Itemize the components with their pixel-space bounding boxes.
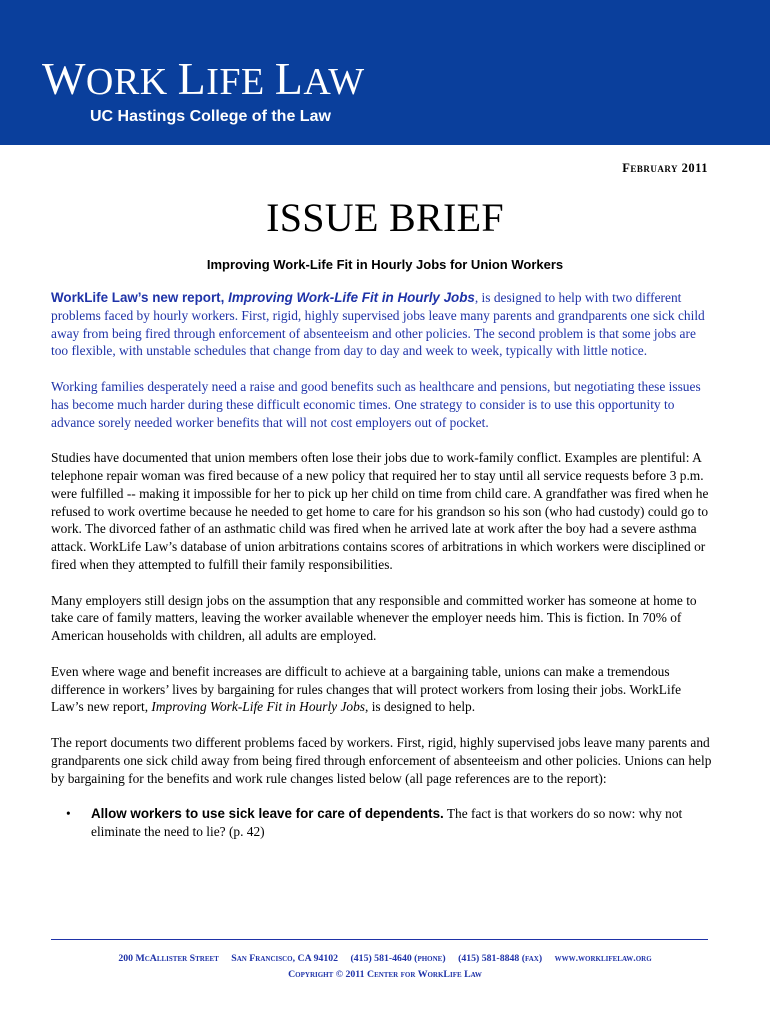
footer-city: San Francisco, CA 94102 [231, 953, 339, 964]
issue-date: February 2011 [622, 161, 708, 175]
footer-divider [51, 939, 708, 940]
intro-paragraph: WorkLife Law’s new report, Improving Work-Life Fit in Hourly Jobs, is designed to help with two different problems faced by hourly workers. First, rigid, highly supervised jobs leave many parents and grandparents one sick child away from being fired through enforcement of absenteeism and other policies. The second problem is that some jobs are too flexible, with unstable schedules that change from day to day and week to week, typically with little notice. [51, 290, 705, 359]
footer-website-link[interactable]: www.worklifelaw.org [554, 953, 652, 964]
page-title: ISSUE BRIEF [266, 195, 504, 240]
footer-contact [0, 951, 770, 967]
footer-address: 200 McAllister Street [118, 953, 219, 964]
footer-fax: (415) 581-8848 (fax) [458, 953, 543, 964]
brief-body [51, 289, 715, 841]
paragraph-2: Working families desperately need a raise and good benefits such as healthcare and pensions, but negotiating these issues has become much harder during these difficult economic times. One strategy to consider is to use this opportunity to advance sorely needed worker benefits that will not cost employers out of pocket. [51, 378, 701, 430]
paragraph-3: Studies have documented that union members often lose their jobs due to work-family conflict. Examples are plentiful: A telephone repair woman was fired because of a new policy that required her to stay until all service requests before 3 p.m. were fulfilled -- making it impossible for her to pick up her child on time from child care. A grandfather was fired when he refused to work overtime because he needed to get home to care for his grandson so his son (who had custody) could go to work. The divorced father of an asthmatic child was fired when he arrived late at work after the boy had a severe asthma attack. WorkLife Law’s database of union arbitrations contains scores of arbitrations in which workers were disciplined or fired when they attempted to fulfill their family responsibilities. [51, 450, 709, 572]
paragraph-5: Even where wage and benefit increases are difficult to achieve at a bargaining table, unions can make a tremendous difference in workers’ lives by bargaining for rules changes that will protect workers from losing their jobs. WorkLife Law’s new report, Improving Work-Life Fit in Hourly Jobs, is designed to help. [51, 663, 682, 715]
list-item: • Allow workers to use sick leave for care of dependents. The fact is that workers do so now: why not eliminate the need to lie? (p. 42) [66, 806, 683, 839]
header-banner [0, 0, 770, 145]
bullet-icon: • [66, 806, 71, 822]
footer-phone: (415) 581-4640 (phone) [350, 953, 446, 964]
paragraph-6: The report documents two different problems faced by workers. First, rigid, highly supervised jobs leave many parents and grandparents one sick child away from being fired through enforcement of absenteeism and other policies. Unions can help by bargaining for the benefits and work rule changes listed below (all page references are to the report): [51, 734, 712, 786]
footer [0, 951, 770, 983]
benefit-list [51, 805, 715, 841]
header-subtitle: UC Hastings College of the Law [90, 108, 331, 125]
paragraph-4: Many employers still design jobs on the assumption that any responsible and committed worker has someone at home to take care of family matters, leaving the worker available whenever the employer needs him. This is fiction. In 70% of American households with children, all adults are employed. [51, 592, 697, 644]
brand-logo: WORK LIFE LAW [42, 53, 365, 104]
report-title-italic: Improving Work-Life Fit in Hourly Jobs [151, 699, 366, 715]
report-title: Improving Work-Life Fit in Hourly Jobs [228, 290, 475, 305]
footer-copyright: Copyright © 2011 Center for WorkLife Law [288, 969, 482, 980]
brief-subtitle: Improving Work-Life Fit in Hourly Jobs for Union Workers [206, 257, 564, 272]
